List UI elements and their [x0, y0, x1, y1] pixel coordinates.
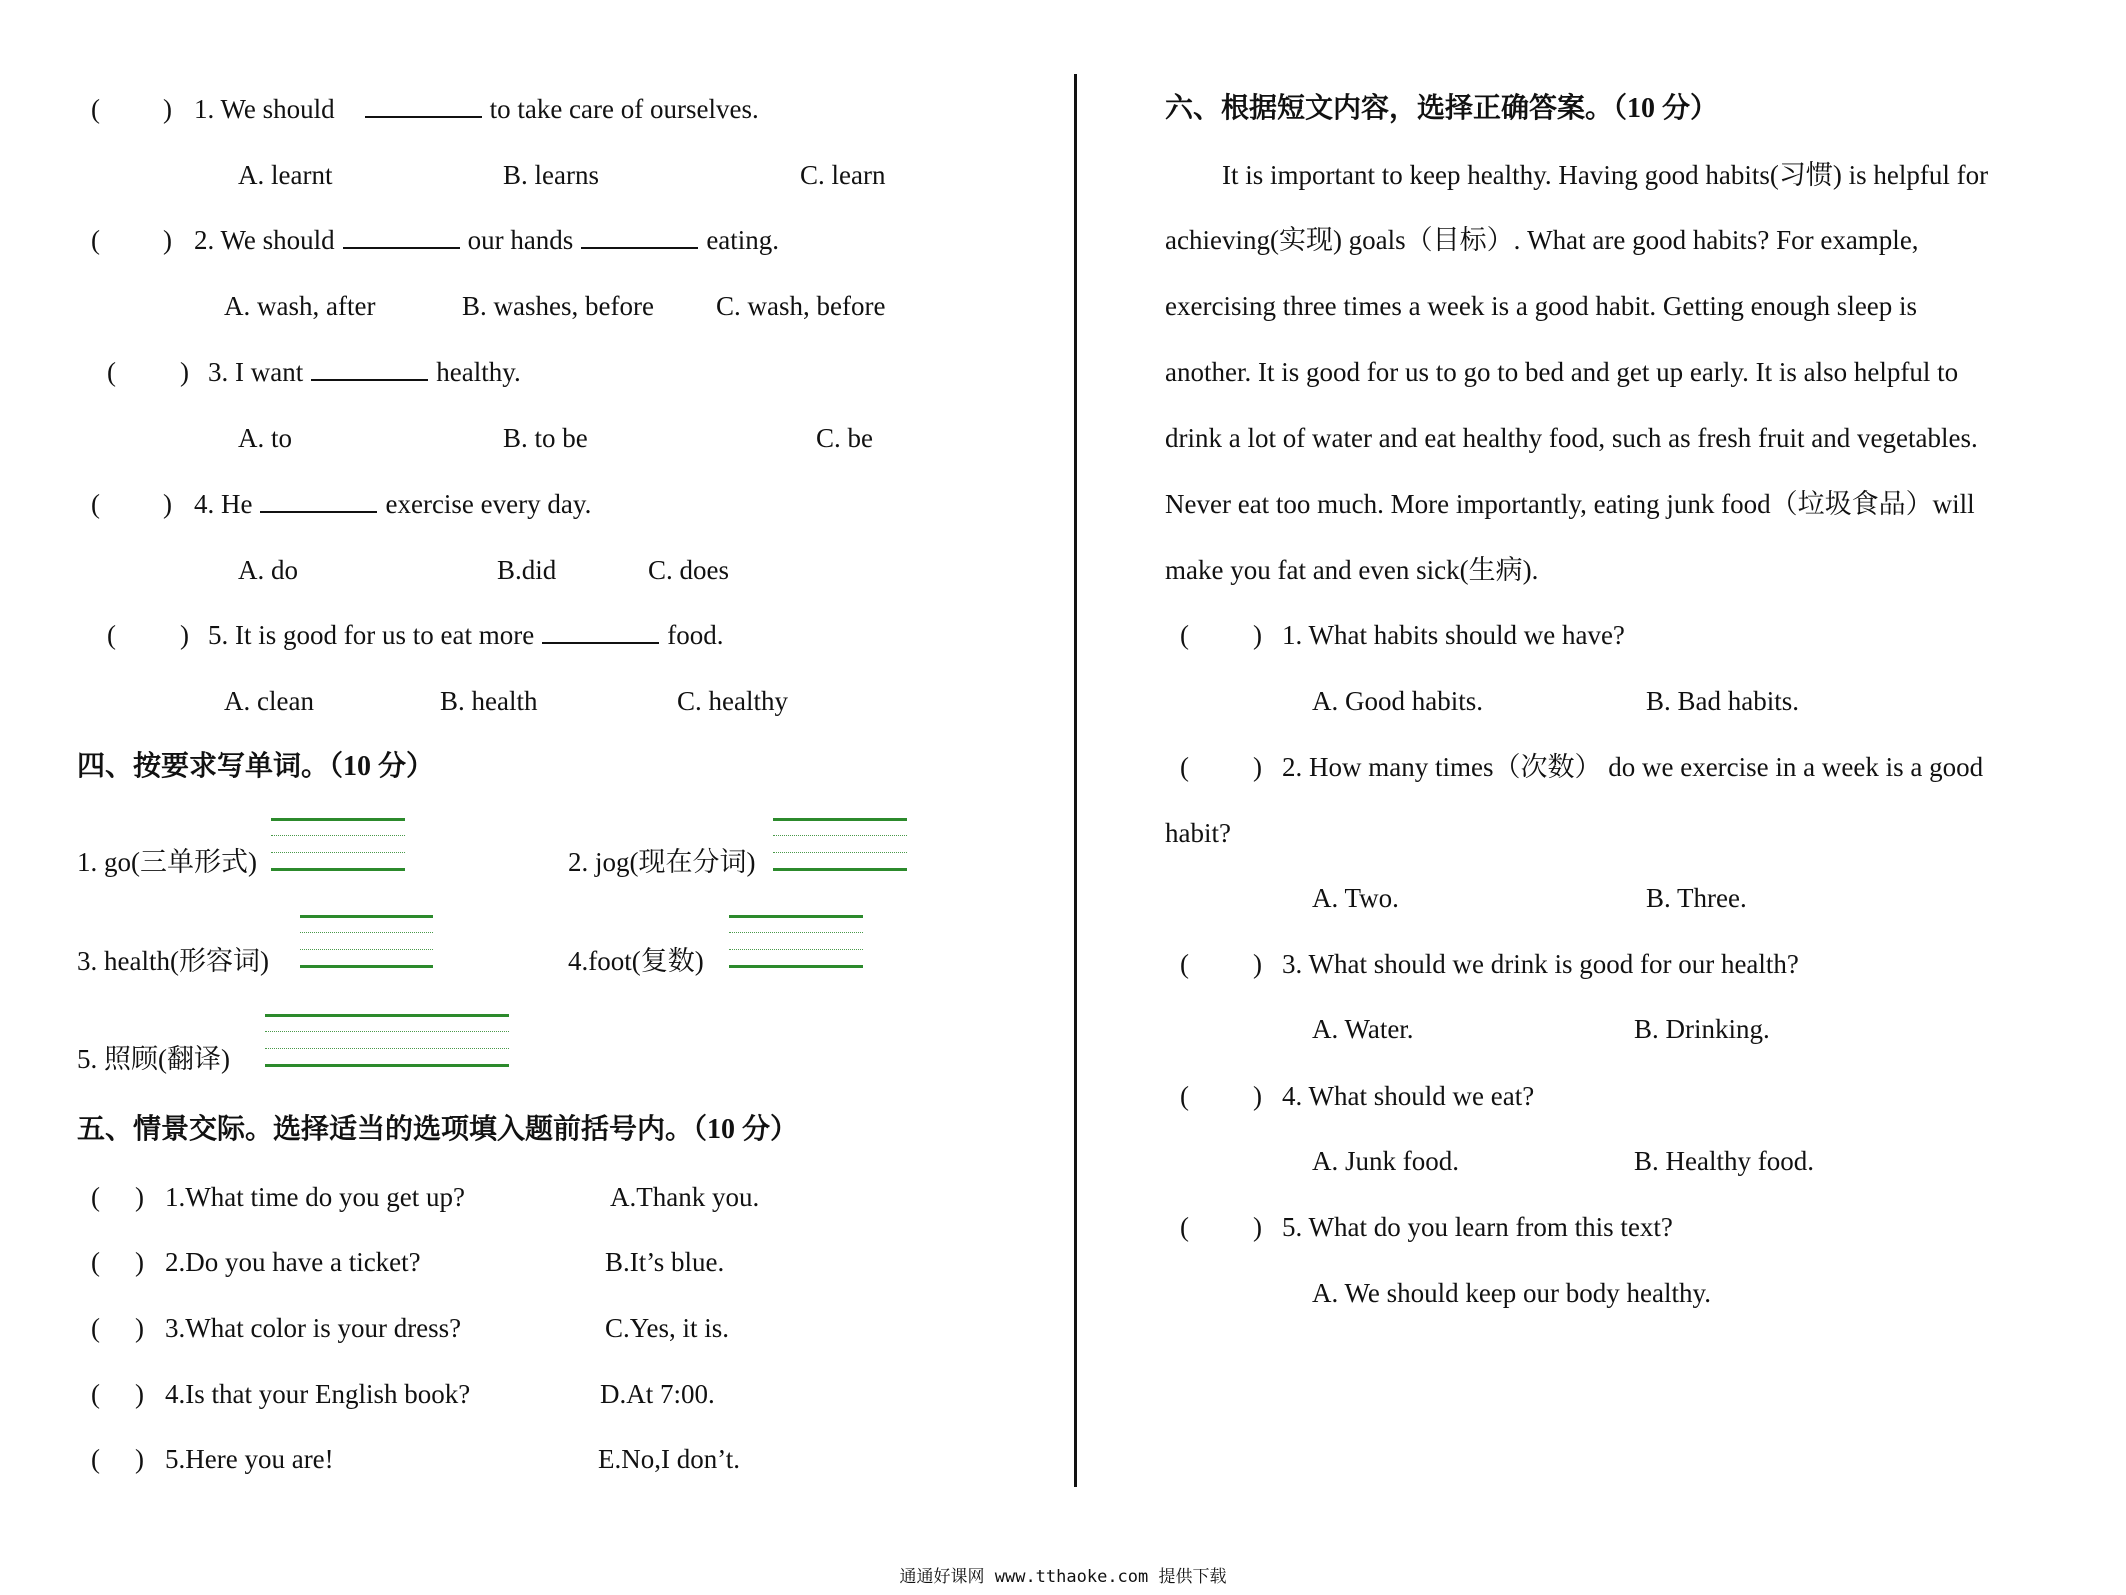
passage-line: It is important to keep healthy. Having good habits(习惯) is helpful for — [1222, 160, 1989, 190]
dialogue-question: 5.Here you are! — [165, 1444, 334, 1474]
answer-paren-open[interactable]: ( — [1180, 620, 1189, 650]
option-b: B.did — [497, 555, 557, 585]
answer-paren-close: ) — [163, 94, 172, 124]
option-b: B. Three. — [1646, 883, 1747, 913]
answer-paren-close: ) — [1253, 620, 1262, 650]
option-a: A. Two. — [1312, 883, 1399, 913]
question-text: 1. We should to take care of ourselves. — [194, 94, 759, 124]
option-b: B. Healthy food. — [1634, 1146, 1814, 1176]
fill-blank[interactable] — [343, 225, 460, 249]
dialogue-option: D.At 7:00. — [600, 1379, 715, 1409]
option-b: B. Bad habits. — [1646, 686, 1799, 716]
answer-paren-open[interactable]: ( — [91, 94, 100, 124]
question-text: 2. How many times（次数） do we exercise in a week is a good — [1282, 752, 1984, 782]
answer-paren-close: ) — [1253, 1081, 1262, 1111]
answer-paren-close: ) — [180, 620, 189, 650]
word-task-5-label: 5. 照顾(翻译) — [77, 1044, 230, 1074]
writing-lines-2[interactable] — [773, 818, 907, 870]
question-text-continued: habit? — [1165, 818, 1231, 848]
option-a: A. Water. — [1312, 1014, 1414, 1044]
passage-line: achieving(实现) goals（目标）. What are good habits? For example, — [1165, 225, 1919, 255]
fill-blank[interactable] — [365, 94, 482, 118]
fill-blank[interactable] — [311, 357, 428, 381]
answer-paren-close: ) — [135, 1379, 144, 1409]
option-a: A. We should keep our body healthy. — [1312, 1278, 1712, 1308]
section-5-heading: 五、情景交际。选择适当的选项填入题前括号内。（10 分） — [77, 1114, 799, 1145]
question-text: 3. I want healthy. — [208, 357, 521, 387]
option-a: A. wash, after — [224, 291, 376, 321]
dialogue-option: B.It’s blue. — [605, 1247, 725, 1277]
option-c: C. healthy — [677, 686, 788, 716]
question-text: 4. What should we eat? — [1282, 1081, 1535, 1111]
answer-paren-open[interactable]: ( — [91, 1247, 100, 1277]
page-footer: 通通好课网 www.tthaoke.com 提供下载 — [899, 1567, 1227, 1587]
dialogue-option: E.No,I don’t. — [598, 1444, 740, 1474]
word-task-4-label: 4.foot(复数) — [568, 946, 704, 976]
answer-paren-open[interactable]: ( — [107, 620, 116, 650]
dialogue-option: A.Thank you. — [610, 1182, 760, 1212]
option-a: A. to — [238, 423, 292, 453]
option-a: A. Junk food. — [1312, 1146, 1459, 1176]
answer-paren-open[interactable]: ( — [91, 1379, 100, 1409]
passage-line: make you fat and even sick(生病). — [1165, 555, 1539, 585]
answer-paren-close: ) — [135, 1247, 144, 1277]
section-6-heading: 六、根据短文内容，选择正确答案。（10 分） — [1165, 93, 1719, 124]
option-a: A. Good habits. — [1312, 686, 1483, 716]
answer-paren-open[interactable]: ( — [91, 1313, 100, 1343]
question-text: 2. We should our hands eating. — [194, 225, 780, 255]
dialogue-option: C.Yes, it is. — [605, 1313, 730, 1343]
fill-blank[interactable] — [260, 489, 377, 513]
passage-line: exercising three times a week is a good habit. Getting enough sleep is — [1165, 291, 1918, 321]
passage-line: Never eat too much. More importantly, eating junk food（垃圾食品）will — [1165, 489, 1975, 519]
option-b: B. health — [440, 686, 538, 716]
word-task-3-label: 3. health(形容词) — [77, 946, 269, 976]
answer-paren-close: ) — [180, 357, 189, 387]
writing-lines-3[interactable] — [300, 915, 433, 967]
question-text: 1. What habits should we have? — [1282, 620, 1625, 650]
option-b: B. learns — [503, 160, 599, 190]
fill-blank[interactable] — [542, 620, 659, 644]
answer-paren-close: ) — [163, 225, 172, 255]
answer-paren-close: ) — [1253, 949, 1262, 979]
option-a: A. clean — [224, 686, 314, 716]
option-c: C. wash, before — [716, 291, 886, 321]
fill-blank[interactable] — [581, 225, 698, 249]
dialogue-question: 3.What color is your dress? — [165, 1313, 462, 1343]
passage-line: drink a lot of water and eat healthy food, such as fresh fruit and vegetables. — [1165, 423, 1978, 453]
question-text: 5. What do you learn from this text? — [1282, 1212, 1673, 1242]
answer-paren-close: ) — [135, 1313, 144, 1343]
option-c: C. learn — [800, 160, 886, 190]
answer-paren-close: ) — [135, 1182, 144, 1212]
writing-lines-5[interactable] — [265, 1014, 509, 1066]
option-c: C. be — [816, 423, 873, 453]
dialogue-question: 4.Is that your English book? — [165, 1379, 471, 1409]
answer-paren-open[interactable]: ( — [1180, 949, 1189, 979]
answer-paren-close: ) — [135, 1444, 144, 1474]
question-text: 3. What should we drink is good for our health? — [1282, 949, 1799, 979]
answer-paren-open[interactable]: ( — [107, 357, 116, 387]
word-task-1-label: 1. go(三单形式) — [77, 847, 257, 877]
answer-paren-open[interactable]: ( — [1180, 1212, 1189, 1242]
option-b: B. Drinking. — [1634, 1014, 1770, 1044]
word-task-2-label: 2. jog(现在分词) — [568, 847, 756, 877]
answer-paren-close: ) — [1253, 1212, 1262, 1242]
question-text: 4. He exercise every day. — [194, 489, 592, 519]
option-a: A. do — [238, 555, 298, 585]
answer-paren-open[interactable]: ( — [1180, 1081, 1189, 1111]
option-b: B. washes, before — [462, 291, 654, 321]
option-c: C. does — [648, 555, 729, 585]
answer-paren-close: ) — [163, 489, 172, 519]
answer-paren-open[interactable]: ( — [91, 489, 100, 519]
dialogue-question: 2.Do you have a ticket? — [165, 1247, 421, 1277]
writing-lines-1[interactable] — [271, 818, 405, 870]
answer-paren-close: ) — [1253, 752, 1262, 782]
passage-line: another. It is good for us to go to bed and get up early. It is also helpful to — [1165, 357, 1959, 387]
question-text: 5. It is good for us to eat more food. — [208, 620, 724, 650]
answer-paren-open[interactable]: ( — [91, 225, 100, 255]
section-4-heading: 四、按要求写单词。（10 分） — [77, 751, 435, 782]
option-a: A. learnt — [238, 160, 333, 190]
column-divider — [1074, 74, 1077, 1487]
answer-paren-open[interactable]: ( — [91, 1182, 100, 1212]
writing-lines-4[interactable] — [729, 915, 863, 967]
answer-paren-open[interactable]: ( — [1180, 752, 1189, 782]
answer-paren-open[interactable]: ( — [91, 1444, 100, 1474]
option-b: B. to be — [503, 423, 588, 453]
dialogue-question: 1.What time do you get up? — [165, 1182, 465, 1212]
